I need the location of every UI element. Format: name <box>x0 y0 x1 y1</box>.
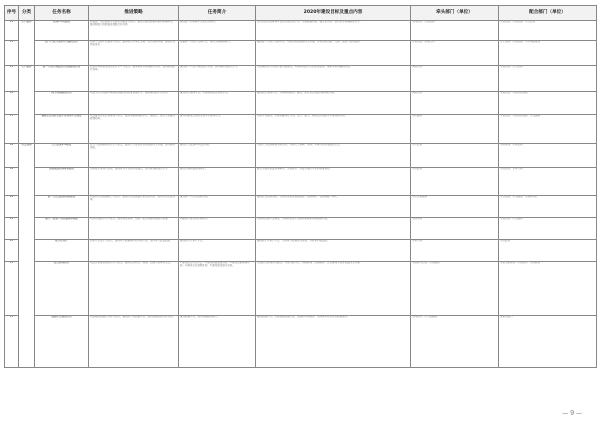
row-intro: 建设数字化审计平台。 <box>179 240 256 262</box>
header-lead: 牵头部门（单位） <box>411 6 499 21</box>
table-row <box>5 240 597 262</box>
row-seq: 22 <box>5 240 19 262</box>
row-name: 网上电网建设应用 <box>35 92 89 115</box>
row-lead: 市发改委、供电公司 <box>411 41 499 66</box>
row-target: 完成平台建设，实现基建项目计划、设计、施工、验收全过程数字化管理和协同。 <box>256 115 411 144</box>
row-target: 重点完成市级管理平台的升级改造工作，完善数据采集、整合和共享，提升全市管理服务水平。 <box>256 21 411 41</box>
row-target: 建成数字化审计平台，实现审计数据在线采集、分析和问题追踪。 <box>256 240 411 262</box>
row-lead: 市财政局 <box>411 168 499 196</box>
row-strategy: 以人力资源服务数字化为重点，推进人力资源业务全流程线上办理，提升服务效能。 <box>89 144 179 168</box>
row-seq: 14 <box>5 41 19 66</box>
row-target: 建成网上电网平台，实现电网规划、建设、运行全过程在线管理和分析。 <box>256 92 411 115</box>
row-target: 完成供应链平台建设，实现物资全生命周期管理和供需精准对接。 <box>256 218 411 240</box>
row-strategy: 以基建项目全过程管理为重点，推进基建管理数字化、智能化，提升工程建设管理效率。 <box>89 115 179 144</box>
task-table <box>4 5 597 368</box>
row-seq: 18 <box>5 144 19 168</box>
row-name: 基建全过程综合数字化管理平台建设 <box>35 115 89 144</box>
row-coop: 市公安局、市卫健委、市消防支队 <box>499 196 597 218</box>
row-lead: 市住建局 <box>411 115 499 144</box>
row-target: 完成调度运行系统主要功能建设，实现电网运行状态全景监视、智能分析和辅助决策。 <box>256 66 411 92</box>
page-number: — 9 — <box>562 410 582 417</box>
row-name: 新一代应急指挥系统建设 <box>35 196 89 218</box>
row-coop: 各相关部门 <box>499 316 597 368</box>
row-target: 建立多维度精益管理模型，实现成本、效益多维度分析和精准管控。 <box>256 168 411 196</box>
table-row <box>5 92 597 115</box>
row-intro: 建设人力资源2.0信息系统。 <box>179 144 256 168</box>
header-target: 2020年建设目标及重点内容 <box>256 6 411 21</box>
row-target: 建成应急指挥系统，实现突发事件监测预警、指挥调度、资源调配一体化。 <box>256 196 411 218</box>
row-coop: 市教育局、市财政局 <box>499 144 597 168</box>
row-seq: 21 <box>5 218 19 240</box>
row-strategy: 以精益化管理为目标，推进财务与业务深度融合，提升管理精细化水平。 <box>89 168 179 196</box>
header-strategy: 推进策略 <box>89 6 179 21</box>
row-intro: 构建现代智慧供应链体系。 <box>179 218 256 240</box>
table-row <box>5 115 597 144</box>
row-strategy: 以提升电网安全稳定运行水平为重点，推进调度系统智能化升级，提高电网运行效率。 <box>89 66 179 92</box>
row-name: 数据中台建设应用 <box>35 316 89 368</box>
row-seq: 15 <box>5 66 19 92</box>
row-lead: 供电公司 <box>411 66 499 92</box>
row-lead: 市政府办公室、市档案局 <box>411 262 499 316</box>
header-row <box>5 6 597 21</box>
table-row <box>5 218 597 240</box>
row-intro: 建设基建全过程综合数字化管理平台。 <box>179 115 256 144</box>
row-intro: 建设网上电网平台，实现电网全业务数字化。 <box>179 92 256 115</box>
row-seq: 23 <box>5 262 19 316</box>
row-intro: 1.建设综合办公平台；2.建设档案管理系统；3.建设后勤管理系统；4.建设会议管理系统；5.建设督查督办系统。 <box>179 262 256 316</box>
row-lead: 市应急管理局 <box>411 196 499 218</box>
table-row <box>5 196 597 218</box>
row-seq: 16 <box>5 92 19 115</box>
row-seq: 20 <box>5 196 19 218</box>
row-intro: 搭建新一代电力交易平台，提升交易服务能力。 <box>179 41 256 66</box>
row-lead: 市人社局 <box>411 144 499 168</box>
row-name: 新一代电力交易平台建设应用 <box>35 41 89 66</box>
row-target: 完成综合管理应用建设，实现行政办公、档案管理、后勤服务、会议管理等业务全面线上办理。 <box>256 262 411 316</box>
row-target: 建成数据中台，完成数据资源汇聚、治理和共享服务，支撑各类业务应用数据需求。 <box>256 316 411 368</box>
row-seq: 13 <box>5 21 19 41</box>
row-coop: 市发改委、市自然资源局、市交通局 <box>499 115 597 144</box>
row-name: 现代（智慧）供应链体系构建 <box>35 218 89 240</box>
row-strategy: 以数据资源整合共享为重点，建设统一的数据中台，推动数据资源开发利用。 <box>89 316 179 368</box>
row-lead: 市网信办、市大数据局 <box>411 316 499 368</box>
row-lead: 市网信办、市民政局 <box>411 21 499 41</box>
row-intro: 建设数据中台，提升数据服务能力。 <box>179 316 256 368</box>
header-name: 任务名称 <box>35 6 89 21</box>
row-strategy: 以提升应急指挥能力为重点，推进应急资源整合和信息共享，提升应急处置效率。 <box>89 196 179 218</box>
row-intro: 建设新一代应急指挥系统。 <box>179 196 256 218</box>
row-coop: 市发改委、市审计局 <box>499 168 597 196</box>
table-row <box>5 168 597 196</box>
row-coop: 市机关事务局、市网信办、市财政局 <box>499 262 597 316</box>
table-row <box>5 41 597 66</box>
row-coop: 市发改委、市自然资源局 <box>499 92 597 115</box>
row-strategy: 以综合管理业务数字化为重点，推进行政办公、档案、后勤等业务线上化。 <box>89 262 179 316</box>
row-name: 人力资源2.0建设 <box>35 144 89 168</box>
row-intro: 建设多维精益管理体系。 <box>179 168 256 196</box>
table-row <box>5 262 597 316</box>
row-seq: 19 <box>5 168 19 196</box>
row-category: 生产服务 <box>19 21 35 66</box>
row-seq: 17 <box>5 115 19 144</box>
row-name: 管理2.0式建设 <box>35 21 89 41</box>
row-strategy: 以电力交易平台建设为重点，推进电力市场化交易，优化营商环境，降低企业用电成本。 <box>89 41 179 66</box>
row-coop: 市发改委、市工信局 <box>499 66 597 92</box>
row-name: 数字化审计 <box>35 240 89 262</box>
row-coop: 市财政局 <box>499 240 597 262</box>
table-row <box>5 66 597 92</box>
row-target: 完成人力资源管理系统升级，实现人才招聘、培训、考核等业务全面线上化。 <box>256 144 411 168</box>
header-category: 分类 <box>19 6 35 21</box>
row-target: 建成新一代电力交易平台，实现交易全流程线上办理，市场主体注册、交易、结算一站式服务。 <box>256 41 411 66</box>
header-intro: 任务简介 <box>179 6 256 21</box>
row-coop: 市发改委、市财政局、市人社局 <box>499 21 597 41</box>
row-category: 生产服务 <box>19 66 35 144</box>
header-coop: 配合部门（单位） <box>499 6 597 21</box>
row-category: 社会治理 <box>19 144 35 368</box>
row-intro: 建设新一代电力调度运行系统，提升调度智能化水平。 <box>179 66 256 92</box>
row-coop: 市工信局、市财政局、市市场监管局 <box>499 41 597 66</box>
row-lead: 市审计局 <box>411 240 499 262</box>
row-strategy: 以供应链数字化为重点，推进物资采购、仓储、配送全链条智能化管理。 <box>89 218 179 240</box>
row-strategy: 以审计信息化为重点，推进审计数据集中和分析应用，提升审计监督效能。 <box>89 240 179 262</box>
table-row <box>5 144 597 168</box>
row-lead: 供电公司 <box>411 92 499 115</box>
row-intro: 建设统一的管理平台和应用体系。 <box>179 21 256 41</box>
row-strategy: 以省级、市区两级平台和应用建设为重点，建设完善的数据采集和管理体系，推动跨部门的数据资源整合和共享。 <box>89 21 179 41</box>
row-strategy: 以数字化手段提升电网规划建设和运营管理水平，推进电网数字化转型。 <box>89 92 179 115</box>
row-name: 多维精益管理体系建设 <box>35 168 89 196</box>
row-name: 新一代电力调度运行系统建设应用 <box>35 66 89 92</box>
row-seq: 24 <box>5 316 19 368</box>
row-coop: 市发改委、市交通局 <box>499 218 597 240</box>
table-row <box>5 316 597 368</box>
table-row <box>5 21 597 41</box>
header-seq: 序号 <box>5 6 19 21</box>
row-name: 综合管理应用 <box>35 262 89 316</box>
row-lead: 市商务局 <box>411 218 499 240</box>
